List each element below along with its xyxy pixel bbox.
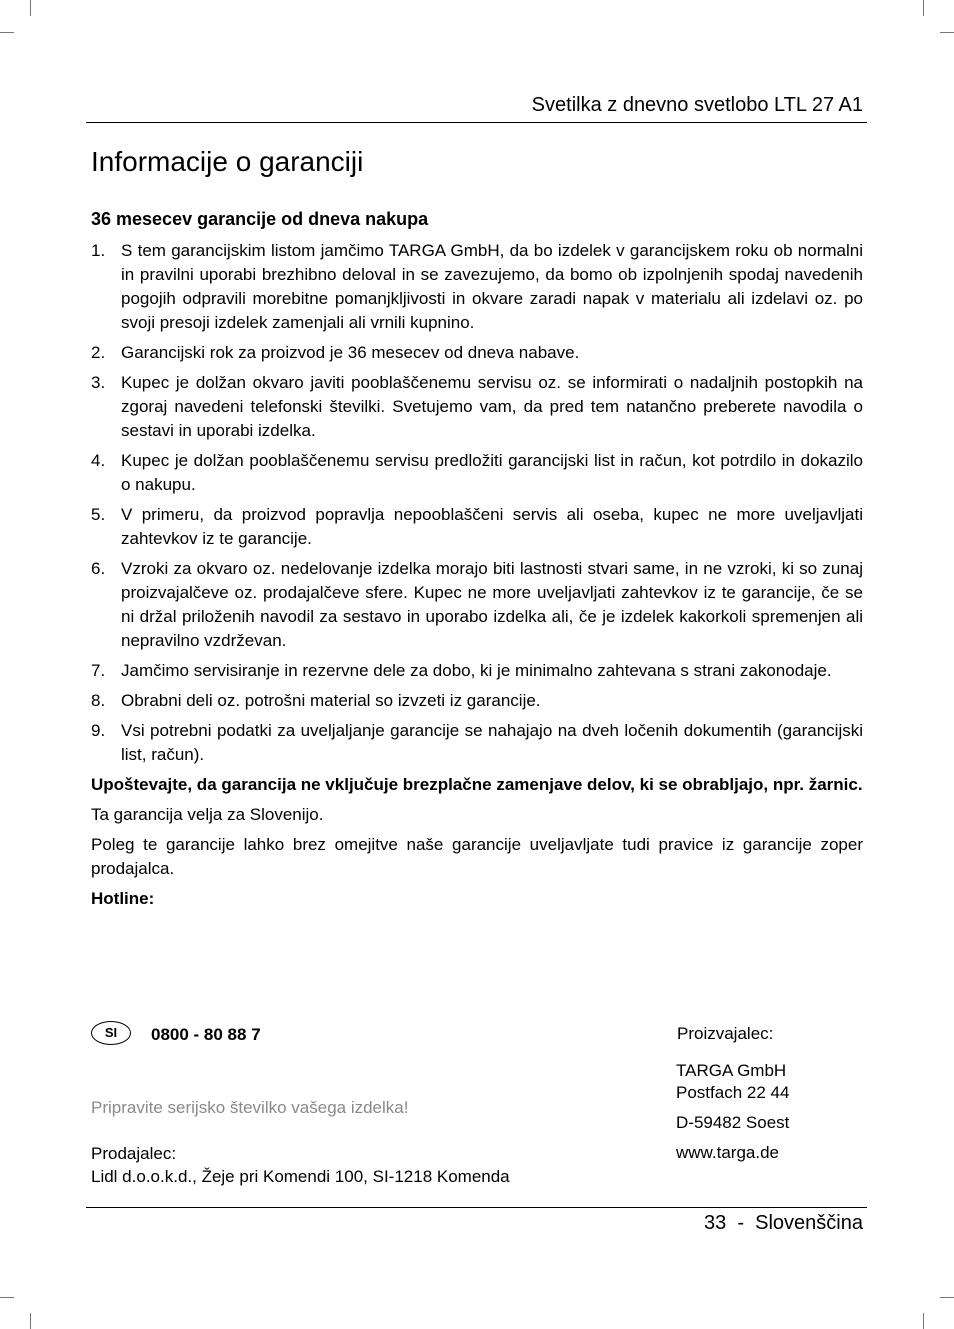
country-code-badge: SI (91, 1021, 131, 1045)
crop-mark (923, 1313, 924, 1329)
crop-mark (30, 0, 31, 16)
list-item (91, 689, 863, 713)
item-text: Obrabni deli oz. potrošni material so izvzeti iz garancije. (121, 691, 541, 710)
page-title: Informacije o garanciji (91, 146, 364, 177)
list-item (91, 659, 863, 683)
section-heading: 36 mesecev garancije od dneva nakupa (91, 209, 429, 229)
warranty-terms-list (91, 239, 863, 767)
validity-text: Ta garancija velja za Slovenijo. (91, 805, 324, 824)
manufacturer-city: D-59482 Soest (676, 1113, 790, 1132)
hotline-number: 0800 - 80 88 7 (151, 1025, 261, 1044)
list-item (91, 371, 863, 443)
item-text: V primeru, da proizvod popravlja nepooblaščeni servis ali oseba, kupec ne more uveljavljati zahtevkov iz te garancije. (121, 505, 863, 548)
item-text: Kupec je dolžan pooblaščenemu servisu predložiti garancijski list in račun, kot potrdilo in dokazilo o nakupu. (121, 451, 863, 494)
list-item (91, 239, 863, 335)
manufacturer-label: Proizvajalec: (677, 1024, 774, 1043)
item-text: Jamčimo servisiranje in rezervne dele za dobo, ki je minimalno zahtevana s strani zakonodaje. (121, 661, 832, 680)
item-text: Vsi potrebni podatki za uveljaljanje garancije se nahajajo na dveh ločenih dokumentih (garancijski list, račun). (121, 721, 863, 764)
item-text: Vzroki za okvaro oz. nedelovanje izdelka morajo biti lastnosti stvari same, in ne vzroki, ki so zunaj proizvajalčeve oz. prodajalčeve sfere. Kupec ne more uveljavljati zahtevkov iz te garancije, če se ni držal priloženih navodil za sestavo in uporabo izdelka ali, če je izdelek kakorkoli spremenjen ali nepravilno vzdrževan. (121, 559, 863, 650)
running-header: Svetilka z dnevno svetlobo LTL 27 A1 (531, 94, 863, 116)
list-item (91, 449, 863, 497)
crop-mark (0, 32, 14, 33)
item-number: 8. (91, 691, 106, 710)
seller-address: Lidl d.o.o.k.d., Žeje pri Komendi 100, SI-1218 Komenda (91, 1167, 510, 1186)
page-number-language: 33 - Slovenščina (704, 1212, 863, 1234)
footer-rule (86, 1207, 867, 1208)
item-text: Kupec je dolžan okvaro javiti pooblaščenemu servisu oz. se informirati o nadaljnih postopkih na zgoraj navedeni telefonski številki. Svetujemo vam, da pred tem natančno preberete navodila o sestavi in uporabi izdelka. (121, 373, 863, 440)
item-number: 3. (91, 373, 106, 392)
item-number: 5. (91, 505, 106, 524)
item-number: 7. (91, 661, 106, 680)
manufacturer-website: www.targa.de (676, 1143, 779, 1162)
crop-mark (0, 1297, 14, 1298)
crop-mark (923, 0, 924, 16)
item-number: 2. (91, 343, 106, 362)
crop-mark (940, 32, 954, 33)
item-number: 1. (91, 241, 106, 260)
crop-mark (30, 1313, 31, 1329)
item-text: S tem garancijskim listom jamčimo TARGA GmbH, da bo izdelek v garancijskem roku ob normalni in pravilni uporabi brezhibno deloval in se zavezujemo, da bomo ob izpolnjenih spodaj navedenih pogojih odpravili morebitne pomanjkljivosti in okvare zaradi napak v materialu ali izdelavi oz. po svoji presoji izdelek zamenjali ali vrnili kupnino. (121, 241, 863, 332)
seller-label: Prodajalec: (91, 1144, 177, 1163)
wear-parts-note: Upoštevajte, da garancija ne vključuje brezplačne zamenjave delov, ki se obrabljajo, npr. žarnic. (91, 775, 863, 794)
seller-block (91, 1142, 510, 1188)
hotline-label: Hotline: (91, 889, 155, 908)
item-number: 9. (91, 721, 106, 740)
manufacturer-name: TARGA GmbH (676, 1061, 787, 1080)
list-item (91, 719, 863, 767)
crop-mark (940, 1297, 954, 1298)
warranty-content (91, 207, 863, 911)
list-item (91, 341, 863, 365)
serial-number-hint: Pripravite serijsko številko vašega izdelka! (91, 1098, 409, 1117)
item-number: 4. (91, 451, 106, 470)
item-number: 6. (91, 559, 106, 578)
extra-rights-text: Poleg te garancije lahko brez omejitve naše garancije uveljavljate tudi pravice iz garancije zoper prodajalca. (91, 835, 863, 878)
manufacturer-po-box: Postfach 22 44 (676, 1083, 790, 1102)
list-item (91, 557, 863, 653)
list-item (91, 503, 863, 551)
header-rule (86, 122, 867, 123)
item-text: Garancijski rok za proizvod je 36 mesecev od dneva nabave. (121, 343, 580, 362)
